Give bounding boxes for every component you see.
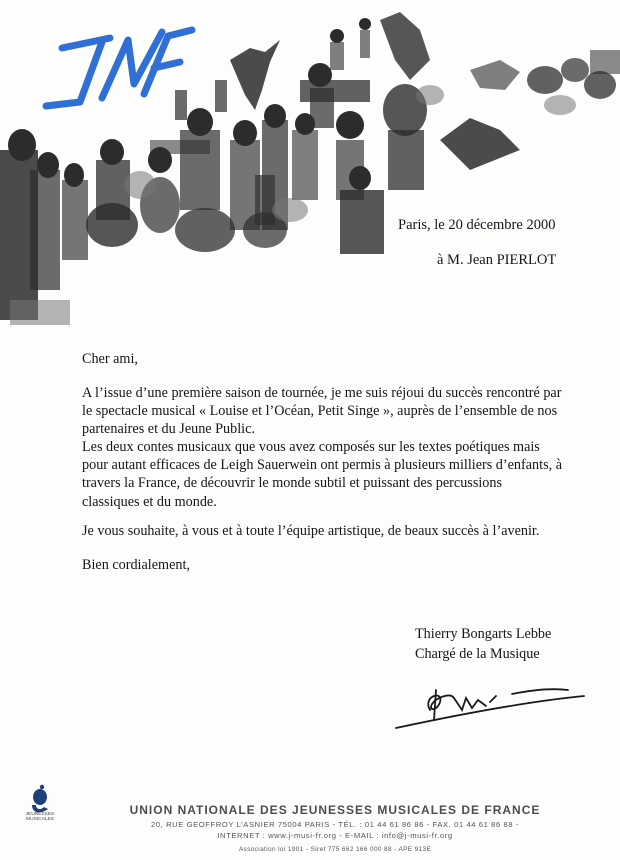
footer-address: 20, RUE GEOFFROY L’ASNIER 75004 PARIS - TÉL. : 01 44 61 86 86 - FAX. 01 44 61 86 88 - [151, 820, 519, 829]
letter-date: Paris, le 20 décembre 2000 [398, 217, 556, 233]
body-paragraph-1: A l’issue d’une première saison de tournée, je me suis réjoui du succès rencontré par le spectacle musical « Louise et l’Océan, Petit Singe », auprès de l’ensemble de nos partenaires et du Jeune Public. [82, 385, 562, 438]
body-paragraph-3: Je vous souhaite, à vous et à toute l’équipe artistique, de beaux succès à l’avenir. [82, 523, 540, 539]
signer-title: Chargé de la Musique [415, 646, 540, 662]
signer-name: Thierry Bongarts Lebbe [415, 626, 552, 642]
letter-recipient: à M. Jean PIERLOT [437, 252, 557, 268]
jmf-logo [40, 14, 200, 124]
salutation: Cher ami, [82, 351, 138, 367]
emblem-label: JEUNESSES MUSICALES [25, 812, 55, 823]
footer-organization: UNION NATIONALE DES JEUNESSES MUSICALES DE FRANCE [129, 803, 541, 817]
footer-contact: INTERNET : www.j-musi-fr.org - E-MAIL : info@j-musi-fr.org [217, 831, 453, 840]
signer-block [415, 624, 551, 664]
footer-legal: Association loi 1901 - Siret 775 662 166 000 88 - APE 913E [238, 846, 432, 853]
body-paragraph-2: Les deux contes musicaux que vous avez composés sur les textes poétiques mais pour autant efficaces de Leigh Sauerwein ont permis à plusieurs milliers d’enfants, à travers la France, de découvrir le monde subtil et puissant des percussions classiques et du monde. [82, 439, 562, 510]
closing: Bien cordialement, [82, 557, 190, 573]
handwritten-signature [392, 676, 592, 732]
